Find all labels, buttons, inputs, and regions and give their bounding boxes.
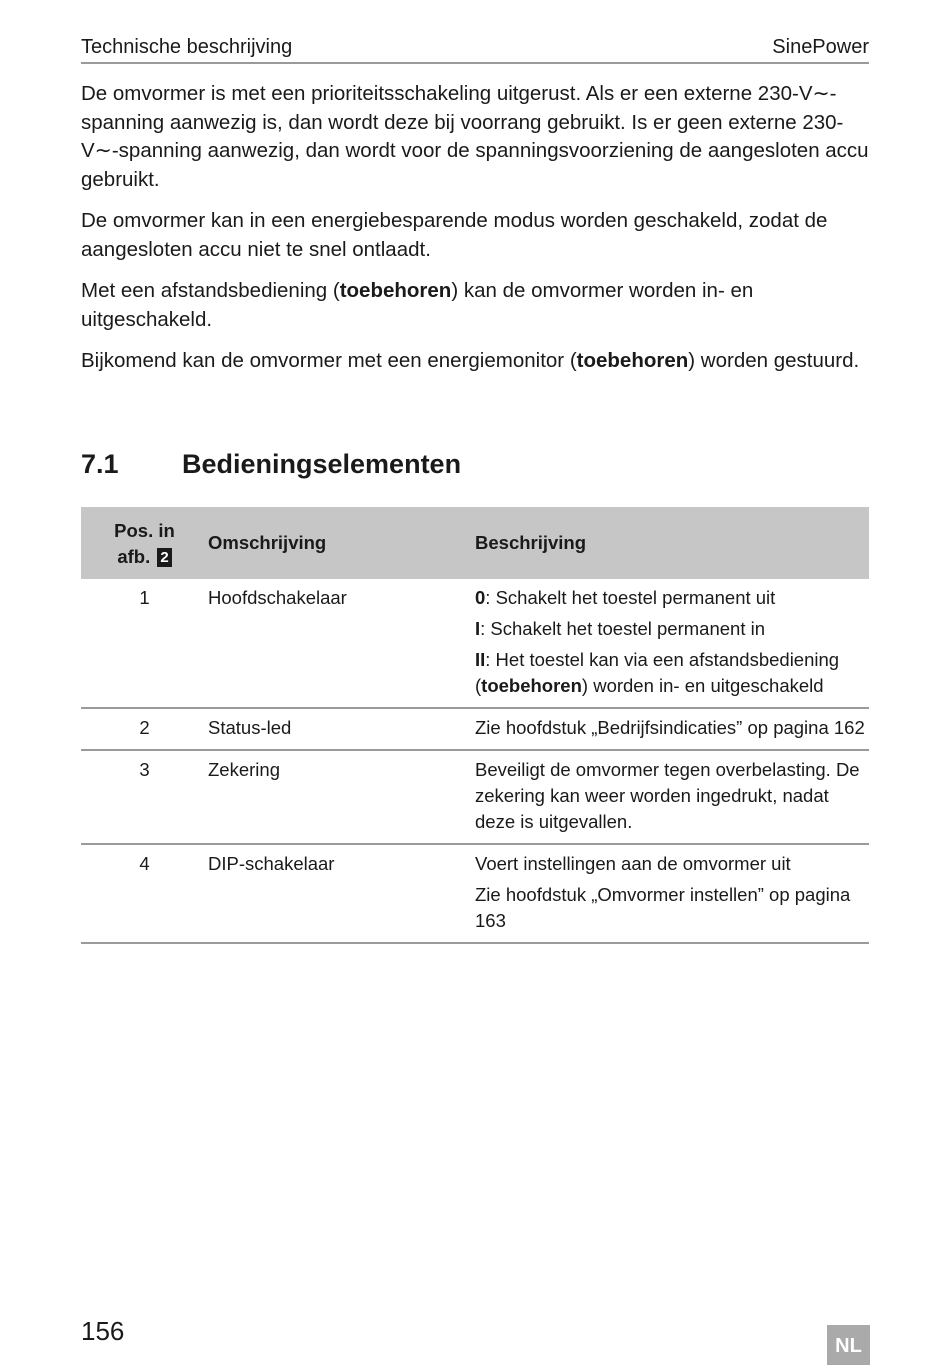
switch-position-label: I: [475, 618, 481, 639]
cell-position: 1: [139, 587, 150, 608]
section-heading: [81, 446, 869, 482]
cell-omschrijving: Hoofdschakelaar: [208, 587, 347, 608]
paragraph-text: ) worden gestuurd.: [688, 349, 860, 372]
description-line: Zie hoofdstuk „Bedrijfsindicaties” op pagina 162: [475, 717, 865, 738]
paragraph-text: Met een afstandsbediening (: [81, 279, 340, 302]
description-line: [475, 647, 869, 699]
cell-beschrijving: [475, 579, 869, 708]
cell-position: 4: [139, 853, 150, 874]
page-number: 156: [81, 1316, 125, 1346]
description-line: [475, 616, 869, 642]
header-omschrijving: Omschrijving: [208, 507, 475, 579]
description-line: Voert instellingen aan de omvormer uit: [475, 853, 791, 874]
figure-reference-badge: 2: [157, 548, 171, 567]
cell-omschrijving: Zekering: [208, 759, 280, 780]
paragraph-bold-text: toebehoren: [339, 279, 452, 302]
description-text: : Schakelt het toestel permanent uit: [485, 587, 776, 608]
description-bold-text: toebehoren: [481, 675, 582, 696]
section-title: Bedieningselementen: [182, 449, 462, 479]
description-line: [475, 585, 869, 611]
description-line: Zie hoofdstuk „Omvormer instellen” op pagina 163: [475, 884, 851, 931]
intro-text: [81, 80, 881, 389]
cell-beschrijving: [475, 844, 869, 943]
switch-position-label: II: [475, 649, 486, 670]
description-line: Beveiligt de omvormer tegen overbelasting. De zekering kan weer worden ingedrukt, nadat deze is uitgevallen.: [475, 759, 860, 832]
description-text: ) worden in- en uitgeschakeld: [581, 675, 824, 696]
paragraph-remote-control: [81, 277, 881, 334]
language-tab: NL: [827, 1325, 870, 1365]
cell-omschrijving: Status-led: [208, 717, 292, 738]
controls-table: [81, 507, 869, 944]
table-row: [81, 579, 869, 708]
page-header: [81, 30, 869, 64]
section-number: 7.1: [81, 449, 119, 479]
paragraph-bold-text: toebehoren: [576, 349, 689, 372]
table-row: [81, 844, 869, 943]
header-chapter-title: Technische beschrijving: [81, 36, 293, 58]
cell-omschrijving: DIP-schakelaar: [208, 853, 335, 874]
table-header-row: [81, 507, 869, 579]
cell-position: 3: [139, 759, 150, 780]
description-text: : Het toestel kan via een afstandsbediening (: [475, 649, 840, 696]
cell-beschrijving: [475, 708, 869, 750]
switch-position-label: 0: [475, 587, 486, 608]
paragraph-priority-switch: De omvormer is met een prioriteitsschakeling uitgerust. Als er een externe 230-V∼-spanning aanwezig is, dan wordt deze bij voorrang gebruikt. Is er geen externe 230-V∼-spanning aanwezig, dan wordt voor de spanningsvoorziening de aangesloten accu gebruikt.: [81, 82, 869, 191]
header-position: [81, 507, 208, 579]
table-row: [81, 750, 869, 844]
header-position-line1: Pos. in: [114, 520, 175, 541]
header-beschrijving: Beschrijving: [475, 507, 869, 579]
header-product-name: SinePower: [772, 36, 869, 58]
paragraph-energy-monitor: [81, 347, 881, 376]
description-text: : Schakelt het toestel permanent in: [480, 618, 766, 639]
paragraph-energy-saving: De omvormer kan in een energiebesparende modus worden geschakeld, zodat de aangesloten accu niet te snel ontlaadt.: [81, 209, 828, 261]
paragraph-text: ) kan de omvormer worden in- en uitgeschakeld.: [81, 279, 754, 331]
table-row: [81, 708, 869, 750]
paragraph-text: Bijkomend kan de omvormer met een energiemonitor (: [81, 349, 577, 372]
header-position-line2: afb.: [117, 546, 151, 567]
cell-beschrijving: [475, 750, 869, 844]
cell-position: 2: [139, 717, 150, 738]
